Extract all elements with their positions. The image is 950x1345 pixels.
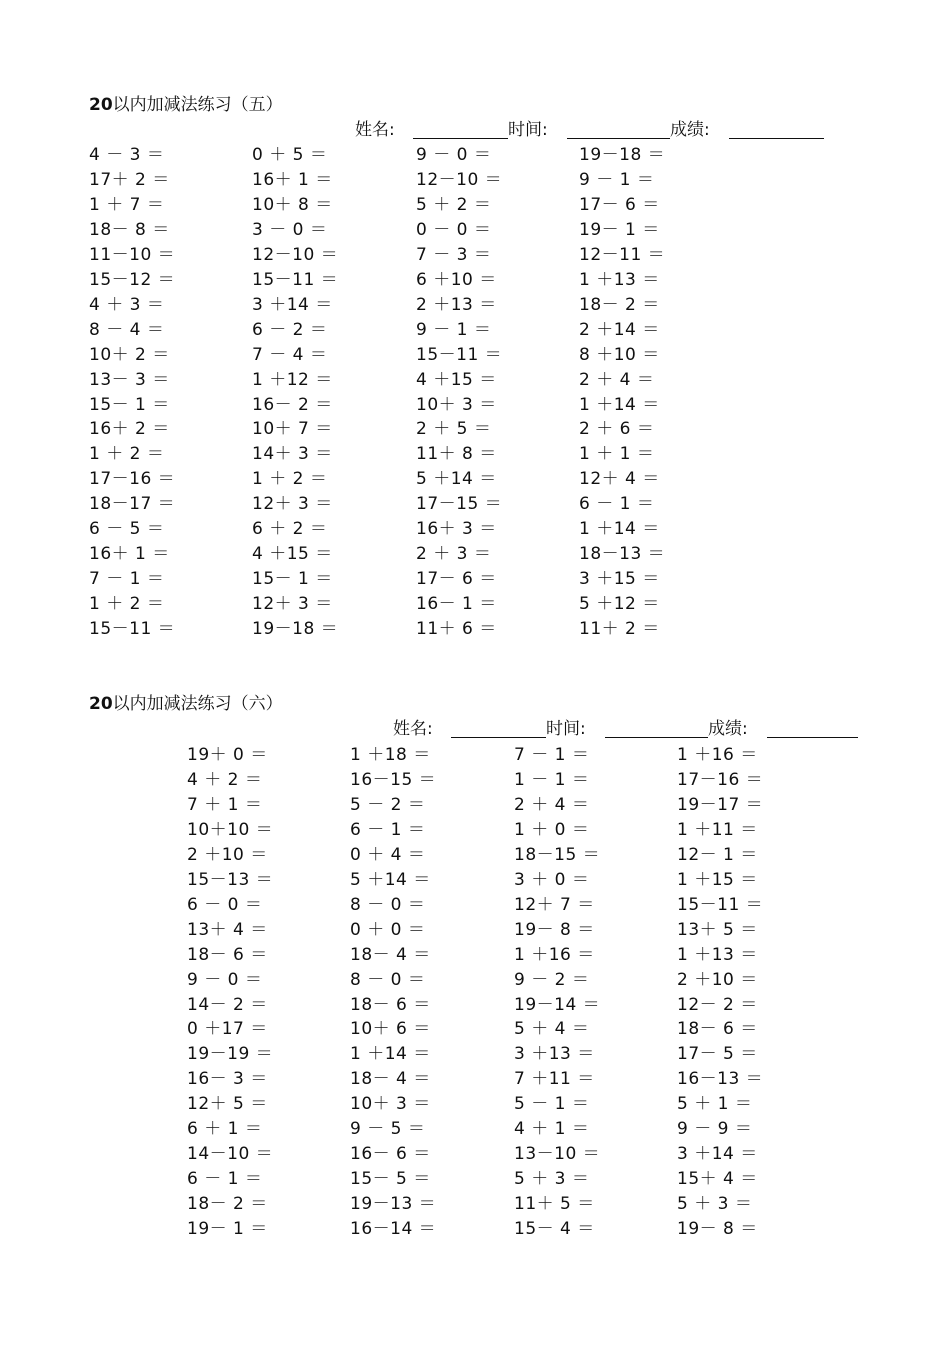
problem-item: 18－ 2 ＝ bbox=[579, 294, 660, 315]
name-field[interactable] bbox=[451, 737, 546, 738]
problem-item: 1 ＋16 ＝ bbox=[677, 745, 758, 765]
problem-item: 18－ 6 ＝ bbox=[350, 994, 431, 1015]
problem-item: 18－ 4 ＝ bbox=[350, 944, 431, 965]
problem-item: 1 ＋14 ＝ bbox=[579, 519, 660, 540]
problem-item: 14－ 2 ＝ bbox=[187, 994, 268, 1015]
problem-item: 10＋ 7 ＝ bbox=[252, 419, 333, 440]
problem-item: 18－ 6 ＝ bbox=[187, 944, 268, 965]
problem-item: 15－11 ＝ bbox=[416, 344, 503, 365]
problem-item: 1 ＋ 2 ＝ bbox=[89, 444, 165, 465]
problem-item: 19－14 ＝ bbox=[514, 994, 601, 1015]
problem-item: 9 － 0 ＝ bbox=[416, 145, 492, 165]
problem-item: 18－ 8 ＝ bbox=[89, 219, 170, 240]
problem-item: 5 ＋ 2 ＝ bbox=[416, 194, 492, 215]
problem-item: 12－10 ＝ bbox=[252, 244, 339, 265]
problem-item: 1 ＋ 7 ＝ bbox=[89, 194, 165, 215]
problem-item: 15－11 ＝ bbox=[252, 269, 339, 290]
problem-item: 7 － 1 ＝ bbox=[514, 745, 590, 765]
problem-item: 15－11 ＝ bbox=[89, 619, 176, 640]
sheet-1-title-number: 20 bbox=[89, 95, 113, 115]
problem-item: 16＋ 3 ＝ bbox=[416, 519, 497, 540]
problem-item: 0 ＋ 4 ＝ bbox=[350, 844, 426, 865]
problem-item: 13＋ 4 ＝ bbox=[187, 919, 268, 940]
problem-item: 6 － 1 ＝ bbox=[187, 1169, 263, 1190]
sheet-2-problem-grid bbox=[187, 744, 807, 1244]
problem-item: 11＋ 2 ＝ bbox=[579, 619, 660, 640]
problem-item: 7 ＋ 1 ＝ bbox=[187, 794, 263, 815]
problem-item: 2 ＋ 3 ＝ bbox=[416, 544, 492, 565]
problem-item: 12－ 1 ＝ bbox=[677, 844, 758, 865]
problem-item: 19－ 8 ＝ bbox=[514, 919, 595, 940]
problem-item: 6 － 5 ＝ bbox=[89, 519, 165, 540]
problem-item: 10＋ 3 ＝ bbox=[350, 1094, 431, 1115]
problem-item: 4 ＋ 3 ＝ bbox=[89, 294, 165, 315]
problem-item: 10＋10 ＝ bbox=[187, 819, 274, 840]
problem-item: 6 ＋ 2 ＝ bbox=[252, 519, 328, 540]
problem-item: 5 ＋ 4 ＝ bbox=[514, 1019, 590, 1040]
problem-item: 18－15 ＝ bbox=[514, 844, 601, 865]
problem-item: 16－13 ＝ bbox=[677, 1069, 764, 1090]
problem-item: 15－12 ＝ bbox=[89, 269, 176, 290]
problem-item: 6 ＋ 1 ＝ bbox=[187, 1119, 263, 1140]
problem-item: 1 ＋ 0 ＝ bbox=[514, 819, 590, 840]
problem-item: 9 － 1 ＝ bbox=[579, 169, 655, 190]
problem-item: 6 － 2 ＝ bbox=[252, 319, 328, 340]
problem-item: 5 － 1 ＝ bbox=[514, 1094, 590, 1115]
score-field[interactable] bbox=[767, 737, 858, 738]
sheet-1-title-text: 以内加减法练习（五） bbox=[112, 95, 283, 115]
name-label: 姓名: bbox=[393, 719, 433, 739]
problem-item: 9 － 2 ＝ bbox=[514, 969, 590, 990]
problem-item: 2 ＋10 ＝ bbox=[187, 844, 268, 865]
problem-item: 2 ＋ 6 ＝ bbox=[579, 419, 655, 440]
problem-item: 10＋ 3 ＝ bbox=[416, 394, 497, 415]
problem-item: 14＋ 3 ＝ bbox=[252, 444, 333, 465]
problem-item: 17－ 5 ＝ bbox=[677, 1044, 758, 1065]
problem-item: 4 ＋15 ＝ bbox=[416, 369, 497, 390]
sheet-1-title bbox=[89, 95, 283, 115]
problem-item: 11＋ 6 ＝ bbox=[416, 619, 497, 640]
score-label: 成绩: bbox=[708, 719, 748, 739]
problem-item: 11－10 ＝ bbox=[89, 244, 176, 265]
problem-item: 17＋ 2 ＝ bbox=[89, 169, 170, 190]
score-field[interactable] bbox=[729, 138, 824, 139]
problem-item: 1 ＋ 2 ＝ bbox=[89, 594, 165, 615]
problem-item: 6 － 1 ＝ bbox=[350, 819, 426, 840]
problem-item: 12＋ 7 ＝ bbox=[514, 894, 595, 915]
problem-item: 7 － 4 ＝ bbox=[252, 344, 328, 365]
problem-item: 17－15 ＝ bbox=[416, 494, 503, 515]
problem-item: 1 ＋16 ＝ bbox=[514, 944, 595, 965]
sheet-2-title-number: 20 bbox=[89, 694, 113, 714]
problem-item: 5 ＋12 ＝ bbox=[579, 594, 660, 615]
problem-item: 5 ＋14 ＝ bbox=[350, 869, 431, 890]
problem-item: 3 ＋ 0 ＝ bbox=[514, 869, 590, 890]
problem-item: 2 ＋ 4 ＝ bbox=[579, 369, 655, 390]
problem-item: 1 ＋15 ＝ bbox=[677, 869, 758, 890]
problem-item: 6 － 0 ＝ bbox=[187, 894, 263, 915]
sheet-1-problem-grid bbox=[89, 144, 709, 644]
problem-item: 17－ 6 ＝ bbox=[579, 194, 660, 215]
problem-item: 15－ 5 ＝ bbox=[350, 1169, 431, 1190]
problem-item: 16＋ 1 ＝ bbox=[252, 169, 333, 190]
problem-item: 16－ 6 ＝ bbox=[350, 1144, 431, 1165]
problem-item: 12－10 ＝ bbox=[416, 169, 503, 190]
time-label: 时间: bbox=[546, 719, 586, 739]
problem-item: 19－ 8 ＝ bbox=[677, 1219, 758, 1240]
problem-item: 19－18 ＝ bbox=[579, 145, 666, 165]
problem-item: 1 ＋13 ＝ bbox=[579, 269, 660, 290]
problem-item: 9 － 9 ＝ bbox=[677, 1119, 753, 1140]
time-label: 时间: bbox=[508, 120, 548, 140]
problem-item: 2 ＋ 4 ＝ bbox=[514, 794, 590, 815]
problem-item: 16－ 2 ＝ bbox=[252, 394, 333, 415]
problem-item: 3 ＋13 ＝ bbox=[514, 1044, 595, 1065]
problem-item: 1 － 1 ＝ bbox=[514, 769, 590, 790]
problem-item: 3 － 0 ＝ bbox=[252, 219, 328, 240]
problem-item: 10＋ 8 ＝ bbox=[252, 194, 333, 215]
problem-item: 12－ 2 ＝ bbox=[677, 994, 758, 1015]
problem-item: 0 ＋17 ＝ bbox=[187, 1019, 268, 1040]
problem-item: 5 ＋ 3 ＝ bbox=[514, 1169, 590, 1190]
problem-item: 7 － 3 ＝ bbox=[416, 244, 492, 265]
problem-item: 1 ＋ 1 ＝ bbox=[579, 444, 655, 465]
problem-item: 1 ＋11 ＝ bbox=[677, 819, 758, 840]
problem-item: 8 ＋10 ＝ bbox=[579, 344, 660, 365]
problem-item: 1 ＋12 ＝ bbox=[252, 369, 333, 390]
score-label: 成绩: bbox=[670, 120, 710, 140]
problem-item: 6 － 1 ＝ bbox=[579, 494, 655, 515]
problem-item: 2 ＋ 5 ＝ bbox=[416, 419, 492, 440]
problem-item: 1 ＋14 ＝ bbox=[350, 1044, 431, 1065]
problem-item: 16－15 ＝ bbox=[350, 769, 437, 790]
problem-item: 19＋ 0 ＝ bbox=[187, 745, 268, 765]
name-field[interactable] bbox=[413, 138, 508, 139]
problem-item: 1 ＋14 ＝ bbox=[579, 394, 660, 415]
problem-item: 16－ 1 ＝ bbox=[416, 594, 497, 615]
problem-item: 11＋ 8 ＝ bbox=[416, 444, 497, 465]
problem-item: 0 ＋ 0 ＝ bbox=[350, 919, 426, 940]
problem-item: 12＋ 3 ＝ bbox=[252, 494, 333, 515]
time-field[interactable] bbox=[567, 138, 670, 139]
problem-item: 15－ 1 ＝ bbox=[89, 394, 170, 415]
sheet-2-title-text: 以内加减法练习（六） bbox=[112, 694, 283, 714]
problem-item: 10＋ 2 ＝ bbox=[89, 344, 170, 365]
problem-item: 11＋ 5 ＝ bbox=[514, 1194, 595, 1215]
problem-item: 18－ 6 ＝ bbox=[677, 1019, 758, 1040]
problem-item: 15＋ 4 ＝ bbox=[677, 1169, 758, 1190]
problem-item: 4 ＋ 1 ＝ bbox=[514, 1119, 590, 1140]
problem-item: 3 ＋14 ＝ bbox=[677, 1144, 758, 1165]
problem-item: 9 － 1 ＝ bbox=[416, 319, 492, 340]
problem-item: 12＋ 3 ＝ bbox=[252, 594, 333, 615]
problem-item: 8 － 4 ＝ bbox=[89, 319, 165, 340]
problem-item: 19－18 ＝ bbox=[252, 619, 339, 640]
problem-item: 2 ＋14 ＝ bbox=[579, 319, 660, 340]
sheet-1-info-line bbox=[355, 120, 835, 142]
problem-item: 3 ＋15 ＝ bbox=[579, 569, 660, 590]
problem-item: 18－17 ＝ bbox=[89, 494, 176, 515]
problem-item: 0 ＋ 5 ＝ bbox=[252, 145, 328, 165]
problem-item: 9 － 5 ＝ bbox=[350, 1119, 426, 1140]
time-field[interactable] bbox=[605, 737, 708, 738]
problem-item: 19－17 ＝ bbox=[677, 794, 764, 815]
sheet-2-info-line bbox=[393, 719, 873, 741]
problem-item: 8 － 0 ＝ bbox=[350, 894, 426, 915]
problem-item: 7 ＋11 ＝ bbox=[514, 1069, 595, 1090]
problem-item: 4 － 3 ＝ bbox=[89, 145, 165, 165]
problem-item: 10＋ 6 ＝ bbox=[350, 1019, 431, 1040]
problem-item: 16－14 ＝ bbox=[350, 1219, 437, 1240]
problem-item: 18－13 ＝ bbox=[579, 544, 666, 565]
problem-item: 19－ 1 ＝ bbox=[579, 219, 660, 240]
problem-item: 12＋ 5 ＝ bbox=[187, 1094, 268, 1115]
name-label: 姓名: bbox=[355, 120, 395, 140]
problem-item: 2 ＋10 ＝ bbox=[677, 969, 758, 990]
problem-item: 4 ＋15 ＝ bbox=[252, 544, 333, 565]
problem-item: 5 － 2 ＝ bbox=[350, 794, 426, 815]
problem-item: 13－ 3 ＝ bbox=[89, 369, 170, 390]
problem-item: 8 － 0 ＝ bbox=[350, 969, 426, 990]
problem-item: 9 － 0 ＝ bbox=[187, 969, 263, 990]
problem-item: 13＋ 5 ＝ bbox=[677, 919, 758, 940]
problem-item: 15－ 4 ＝ bbox=[514, 1219, 595, 1240]
problem-item: 5 ＋ 3 ＝ bbox=[677, 1194, 753, 1215]
problem-item: 1 ＋13 ＝ bbox=[677, 944, 758, 965]
problem-item: 15－ 1 ＝ bbox=[252, 569, 333, 590]
problem-item: 1 ＋18 ＝ bbox=[350, 745, 431, 765]
problem-item: 6 ＋10 ＝ bbox=[416, 269, 497, 290]
problem-item: 19－ 1 ＝ bbox=[187, 1219, 268, 1240]
problem-item: 2 ＋13 ＝ bbox=[416, 294, 497, 315]
problem-item: 17－16 ＝ bbox=[89, 469, 176, 490]
problem-item: 12＋ 4 ＝ bbox=[579, 469, 660, 490]
problem-item: 4 ＋ 2 ＝ bbox=[187, 769, 263, 790]
problem-item: 15－11 ＝ bbox=[677, 894, 764, 915]
problem-item: 19－19 ＝ bbox=[187, 1044, 274, 1065]
problem-item: 18－ 4 ＝ bbox=[350, 1069, 431, 1090]
problem-item: 15－13 ＝ bbox=[187, 869, 274, 890]
problem-item: 16＋ 1 ＝ bbox=[89, 544, 170, 565]
problem-item: 14－10 ＝ bbox=[187, 1144, 274, 1165]
problem-item: 18－ 2 ＝ bbox=[187, 1194, 268, 1215]
problem-item: 19－13 ＝ bbox=[350, 1194, 437, 1215]
problem-item: 17－16 ＝ bbox=[677, 769, 764, 790]
problem-item: 0 － 0 ＝ bbox=[416, 219, 492, 240]
problem-item: 5 ＋14 ＝ bbox=[416, 469, 497, 490]
problem-item: 12－11 ＝ bbox=[579, 244, 666, 265]
problem-item: 7 － 1 ＝ bbox=[89, 569, 165, 590]
problem-item: 16＋ 2 ＝ bbox=[89, 419, 170, 440]
problem-item: 13－10 ＝ bbox=[514, 1144, 601, 1165]
problem-item: 3 ＋14 ＝ bbox=[252, 294, 333, 315]
problem-item: 17－ 6 ＝ bbox=[416, 569, 497, 590]
sheet-2-title bbox=[89, 694, 283, 714]
problem-item: 5 ＋ 1 ＝ bbox=[677, 1094, 753, 1115]
problem-item: 1 ＋ 2 ＝ bbox=[252, 469, 328, 490]
problem-item: 16－ 3 ＝ bbox=[187, 1069, 268, 1090]
